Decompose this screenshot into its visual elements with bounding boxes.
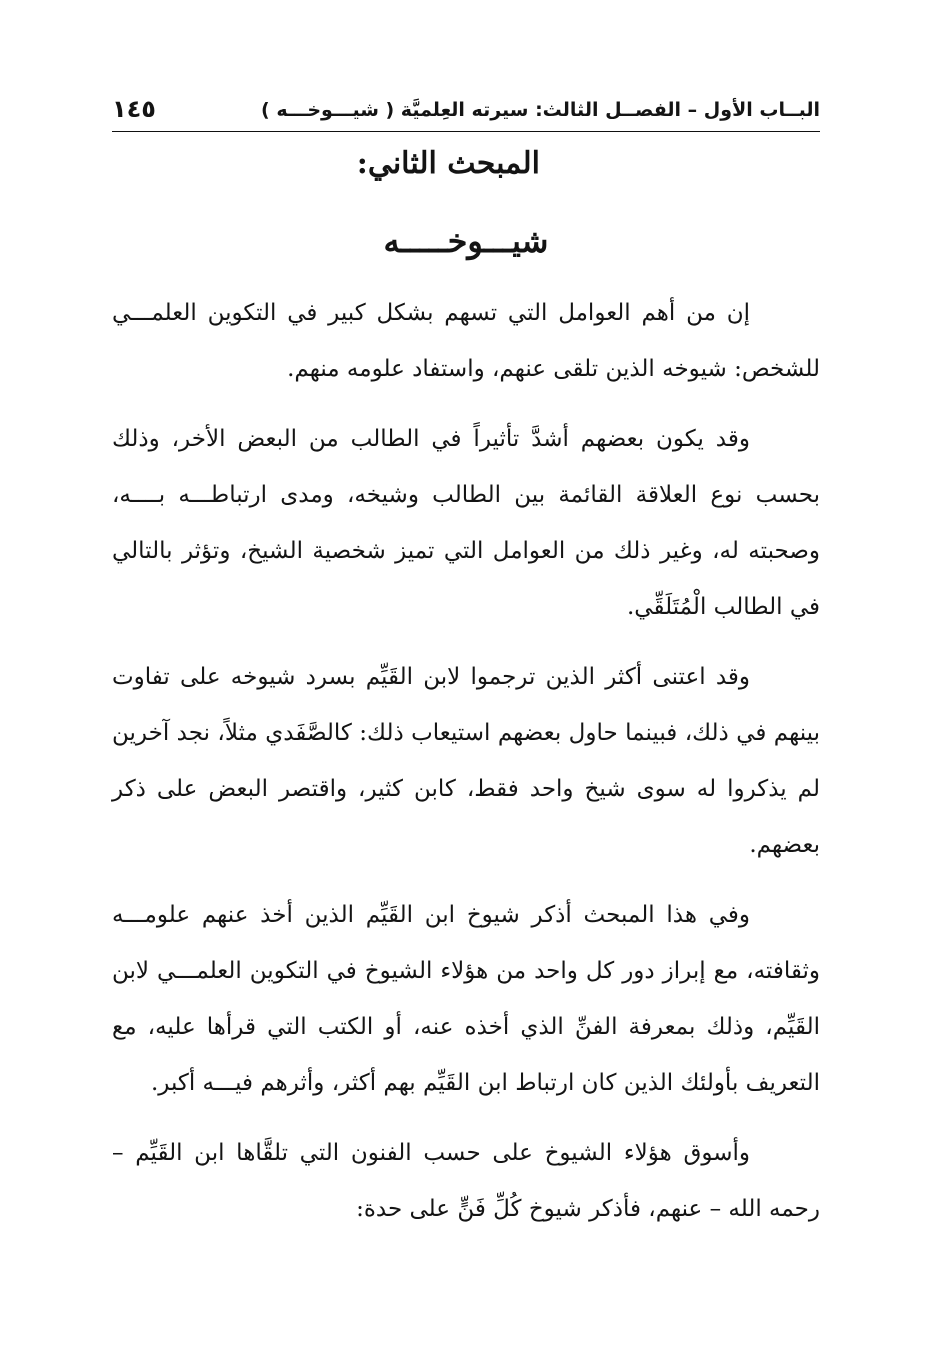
paragraph: وأسوق هؤلاء الشيوخ على حسب الفنون التي تلقَّاها ابن القَيِّم – رحمه الله – عنهم، فأذكر شيوخ كُلِّ فَنٍّ على حدة: bbox=[112, 1140, 820, 1222]
running-header bbox=[112, 93, 820, 132]
page-number: ١٤٥ bbox=[112, 95, 156, 123]
paragraph: وقد يكون بعضهم أشدَّ تأثيراً في الطالب من البعض الأخر، وذلك بحسب نوع العلاقة القائمة بين الطالب وشيخه، ومدى ارتباطـــه بــــه، وصحبته له، وغير ذلك من العوامل التي تميز شخصية الشيخ، وتؤثر بالتالي في الطالب الْمُتَلَقِّي. bbox=[112, 426, 820, 620]
paragraph: وقد اعتنى أكثر الذين ترجموا لابن القَيِّم بسرد شيوخه على تفاوت بينهم في ذلك، فبينما حاول بعضهم استيعاب ذلك: كالصَّفَدي مثلاً، نجد آخرين لم يذكروا له سوى شيخ واحد فقط، كابن كثير، واقتصر البعض على ذكر بعضهم. bbox=[112, 664, 820, 858]
header-title: البــاب الأول – الفصــل الثالث: سيرته العِلميَّة ( شيـــوخـــه ) bbox=[261, 99, 820, 121]
paragraph: إن من أهم العوامل التي تسهم بشكل كبير في التكوين العلمـــي للشخص: شيوخه الذين تلقى عنهم، واستفاد علومه منهم. bbox=[112, 300, 820, 382]
section-heading: المبحث الثاني: bbox=[356, 146, 540, 181]
body-text bbox=[112, 285, 820, 1251]
section-title: شيـــوخـــــه bbox=[383, 222, 549, 260]
paragraph: وفي هذا المبحث أذكر شيوخ ابن القَيِّم الذين أخذ عنهم علومـــه وثقافته، مع إبراز دور كل واحد من هؤلاء الشيوخ في التكوين العلمـــي لابن القَيِّم، وذلك بمعرفة الفنِّ الذي أخذه عنه، أو الكتب التي قرأها عليه، مع التعريف بأولئك الذين كان ارتباط ابن القَيِّم بهم أكثر، وأثرهم فيـــه أكبر. bbox=[112, 902, 820, 1096]
